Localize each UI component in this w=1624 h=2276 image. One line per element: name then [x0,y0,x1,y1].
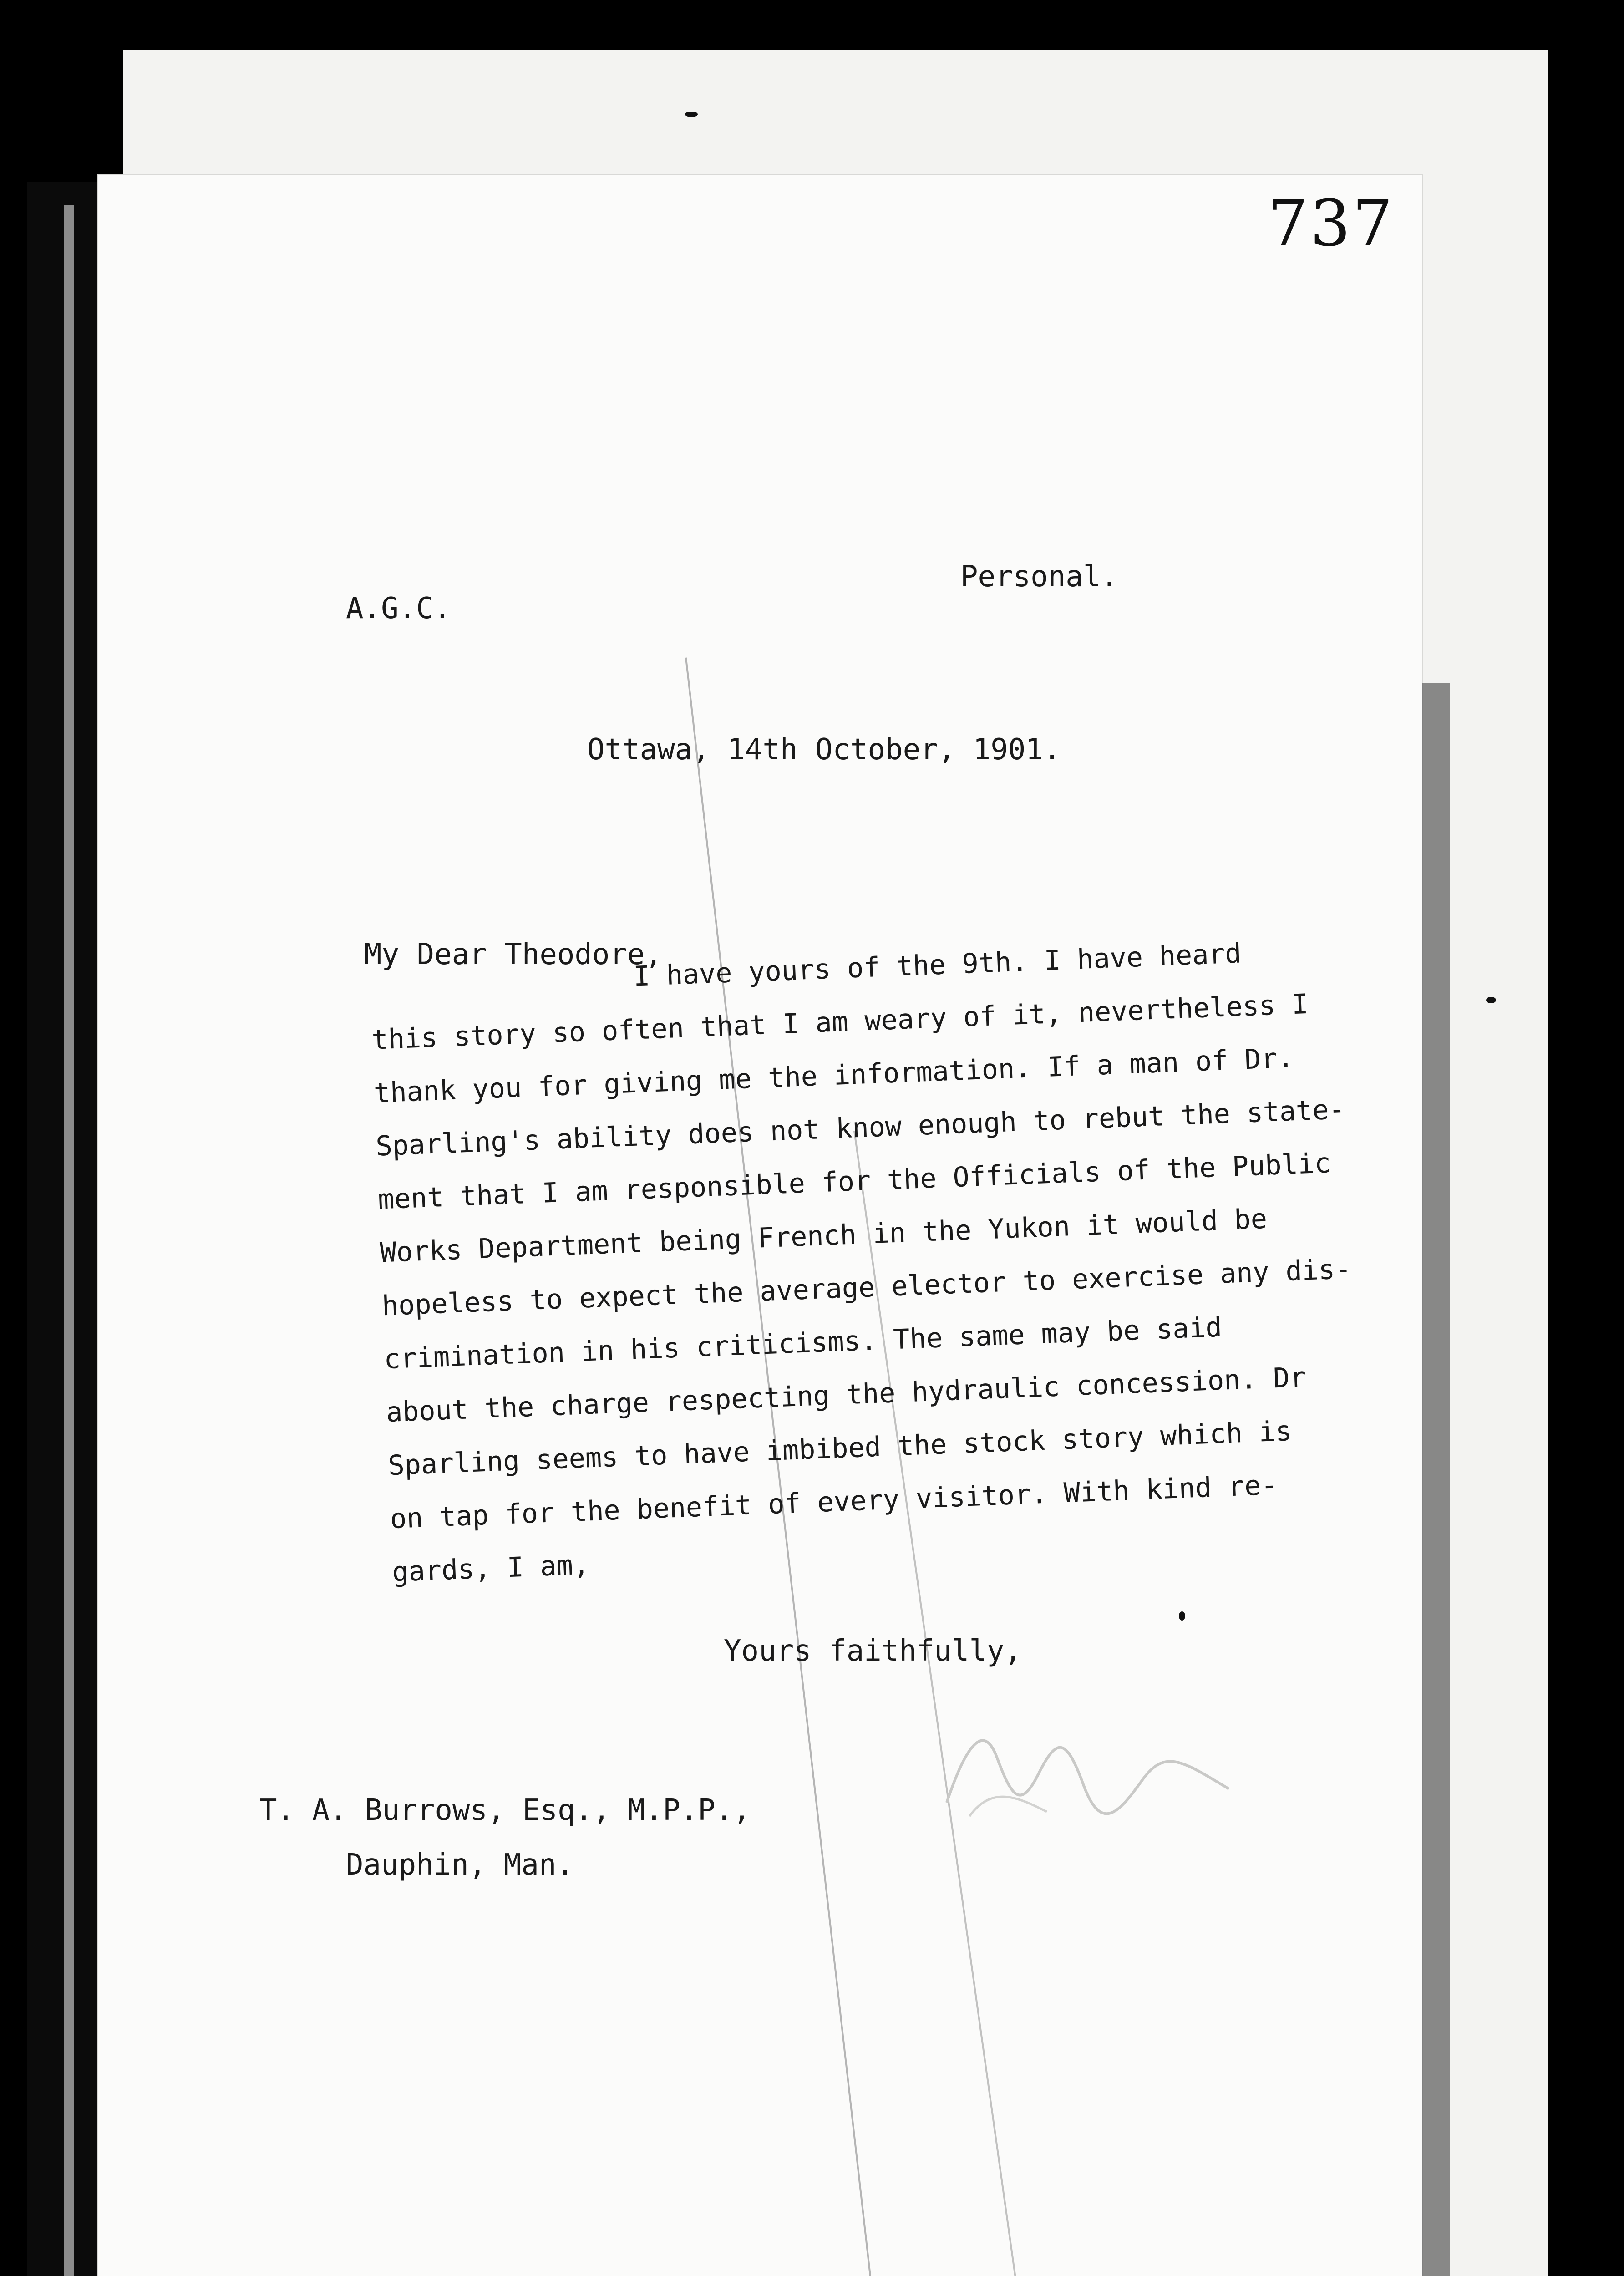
body-line: thank you for giving me the information. If a man of Dr. [373,1042,1294,1109]
body-line: Works Department being French in the Yukon it would be [379,1203,1268,1269]
dust-speck [1179,1611,1185,1621]
body-line: Sparling's ability does not know enough to rebut the state- [375,1093,1346,1163]
sender-initials: A.G.C. [346,592,452,625]
salutation: My Dear Theodore, [364,938,663,971]
addressee-location: Dauphin, Man. [346,1848,574,1882]
body-line: about the charge respecting the hydraulic concession. Dr [385,1361,1307,1429]
addressee-name: T. A. Burrows, Esq., M.P.P., [259,1793,751,1827]
body-line: hopeless to expect the average elector to exercise any dis- [381,1253,1352,1322]
dust-speck [1486,997,1496,1003]
body-line: crimination in his criticisms. The same may be said [383,1311,1223,1376]
letter-body [369,924,1352,1599]
closing: Yours faithfully, [724,1634,1022,1668]
body-line: Sparling seems to have imbibed the stock story which is [387,1415,1293,1482]
body-line: this story so often that I am weary of it, nevertheless I [371,988,1309,1056]
dust-speck [685,112,698,117]
body-line: I have yours of the 9th. I have heard [633,937,1242,993]
personal-marking: Personal. [960,560,1118,594]
binding-edge [64,205,74,2276]
faint-signature [929,1693,1247,1830]
body-line: on tap for the benefit of every visitor. With kind re- [389,1469,1278,1535]
sheet-edge-shadow [1422,683,1450,2276]
page-number: 737 [1268,187,1395,261]
body-line: gards, I am, [391,1549,590,1588]
dateline: Ottawa, 14th October, 1901. [587,733,1061,767]
body-line: ment that I am responsible for the Officials of the Public [377,1147,1332,1216]
